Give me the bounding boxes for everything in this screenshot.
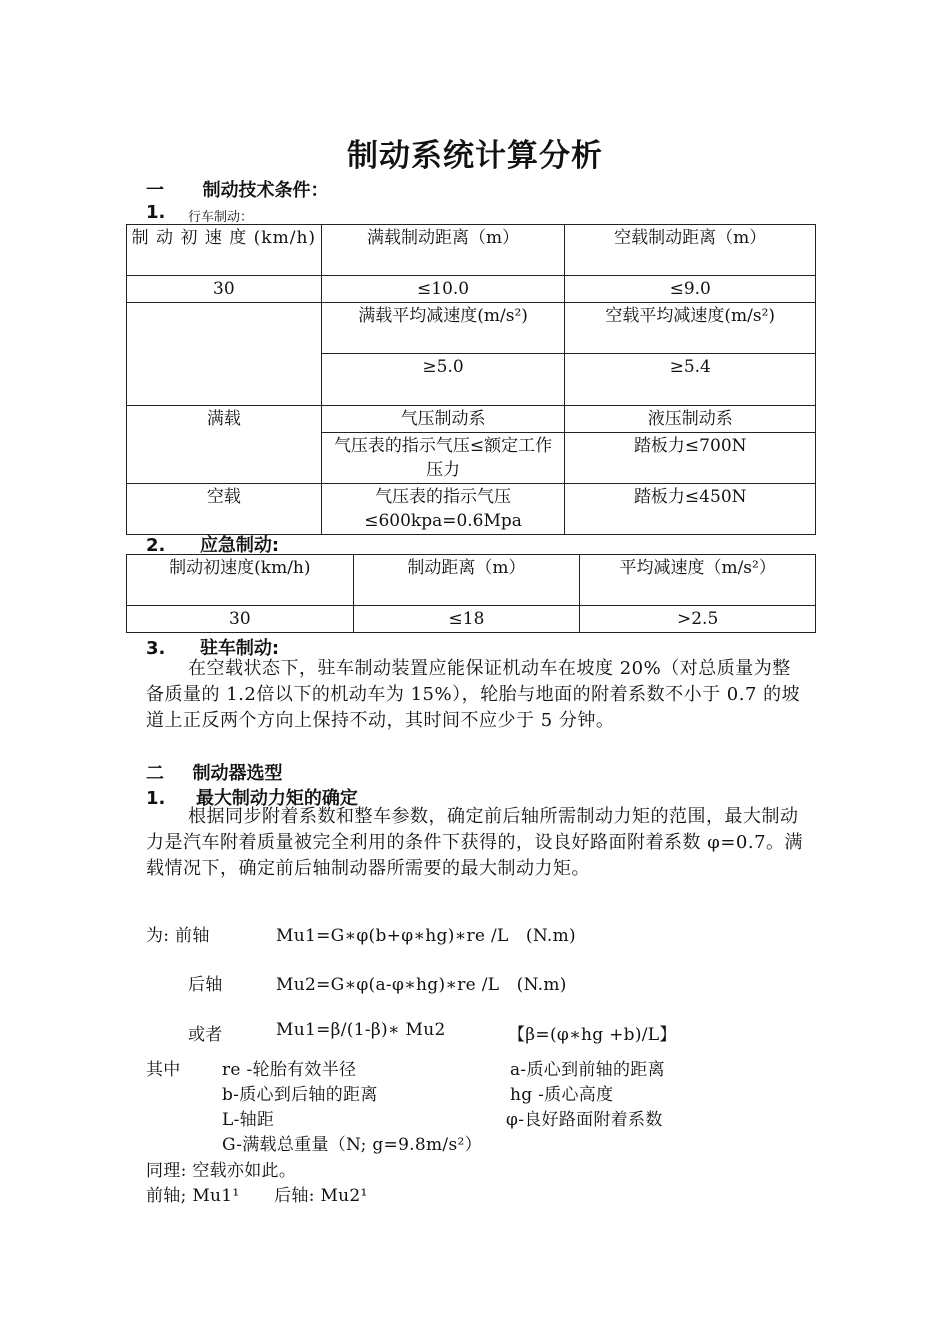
table-cell	[127, 303, 322, 406]
table-cell: 气压制动系	[321, 406, 565, 433]
subsection-2-1-label: 最大制动力矩的确定	[195, 788, 358, 809]
formula-front-prefix: 为: 前轴	[146, 926, 210, 946]
table-row	[127, 606, 816, 633]
table-cell: 踏板力≤450N	[565, 484, 816, 535]
table-cell: ≤18	[353, 606, 580, 633]
table-cell: 30	[127, 276, 322, 303]
emergency-brake-table	[126, 554, 816, 633]
subsection-2-1-number: 1.	[146, 788, 166, 809]
table-cell: >2.5	[580, 606, 816, 633]
table-cell: 满载	[127, 406, 322, 484]
where-lead: 其中	[146, 1060, 181, 1080]
section-2-heading	[146, 759, 283, 785]
subsection-1-3-number: 3.	[146, 638, 166, 659]
max-torque-paragraph: 根据同步附着系数和整车参数，确定前后轴所需制动力矩的范围，最大制动力是汽车附着质量被完全利用的条件下获得的，设良好路面附着系数 φ=0.7。满载情况下，确定前后轴制动器所需要的最大制动力矩。	[146, 806, 804, 879]
subsection-1-3-label: 驻车制动:	[199, 638, 280, 659]
def-L: L-轴距	[222, 1110, 275, 1130]
table-row	[127, 276, 816, 303]
subsection-1-2-label: 应急制动:	[199, 535, 280, 556]
table-cell: ≥5.4	[565, 354, 816, 406]
table-cell: 空载平均减速度(m/s²)	[565, 303, 816, 354]
def-G: G-满载总重量（N; g=9.8m/s²）	[222, 1135, 482, 1155]
table-row	[127, 484, 816, 535]
formula-beta-note: 【β=(φ∗hg +b)/L】	[508, 1025, 677, 1045]
formula-rear-prefix: 后轴	[188, 975, 223, 995]
table-cell: ≤10.0	[321, 276, 565, 303]
subsection-1-2-number: 2.	[146, 535, 166, 556]
same-note: 同理: 空载亦如此。	[146, 1161, 297, 1181]
formula-alt-prefix: 或者	[188, 1025, 223, 1045]
table-cell: 制动距离（m）	[353, 555, 580, 606]
table-row	[127, 555, 816, 606]
def-a: a-质心到前轴的距离	[510, 1060, 665, 1080]
table-row	[127, 406, 816, 433]
service-brake-table	[126, 224, 816, 535]
document-title: 制动系统计算分析	[347, 138, 603, 174]
table-cell: 制动初速度(km/h)	[127, 555, 354, 606]
table-cell: 30	[127, 606, 354, 633]
section-2-number: 二	[146, 763, 164, 784]
table-cell: 制 动 初 速 度 (km/h)	[127, 225, 322, 276]
section-1-label: 制动技术条件：	[202, 180, 329, 201]
table-cell: 气压表的指示气压≤600kpa=0.6Mpa	[321, 484, 565, 535]
unloaded-axles: 前轴; Mu1¹ 后轴: Mu2¹	[146, 1186, 368, 1206]
table-cell: 满载制动距离（m）	[321, 225, 565, 276]
table-cell: ≥5.0	[321, 354, 565, 406]
def-hg: hg -质心高度	[510, 1085, 614, 1105]
table-cell: 空载制动距离（m）	[565, 225, 816, 276]
def-phi: φ-良好路面附着系数	[506, 1110, 663, 1130]
section-1-number: 一	[146, 180, 164, 201]
parking-brake-paragraph: 在空载状态下，驻车制动装置应能保证机动车在坡度 20%（对总质量为整备质量的 1.2倍以下的机动车为 15%），轮胎与地面的附着系数不小于 0.7 的坡道上正反两个方向上保持不动，其时间不应少于 5 分钟。	[146, 658, 801, 731]
formula-alt: Mu1=β/(1-β)∗ Mu2	[276, 1020, 446, 1040]
table-cell: 液压制动系	[565, 406, 816, 433]
formula-front-axle: Mu1=G∗φ(b+φ∗hg)∗re /L (N.m)	[276, 926, 576, 946]
section-1-heading	[146, 176, 329, 202]
def-b: b-质心到后轴的距离	[222, 1085, 378, 1105]
subsection-1-1-label: 行车制动：	[188, 210, 254, 225]
table-cell: 平均减速度（m/s²）	[580, 555, 816, 606]
formula-rear-axle: Mu2=G∗φ(a-φ∗hg)∗re /L (N.m)	[276, 975, 567, 995]
table-row	[127, 225, 816, 276]
def-re: re -轮胎有效半径	[222, 1060, 357, 1080]
table-row	[127, 303, 816, 354]
table-cell: 踏板力≤700N	[565, 433, 816, 484]
table-cell: ≤9.0	[565, 276, 816, 303]
subsection-1-1-number: 1.	[146, 202, 166, 223]
table-cell: 满载平均减速度(m/s²)	[321, 303, 565, 354]
table-cell: 气压表的指示气压≤额定工作压力	[321, 433, 565, 484]
table-cell: 空载	[127, 484, 322, 535]
section-2-label: 制动器选型	[192, 763, 283, 784]
